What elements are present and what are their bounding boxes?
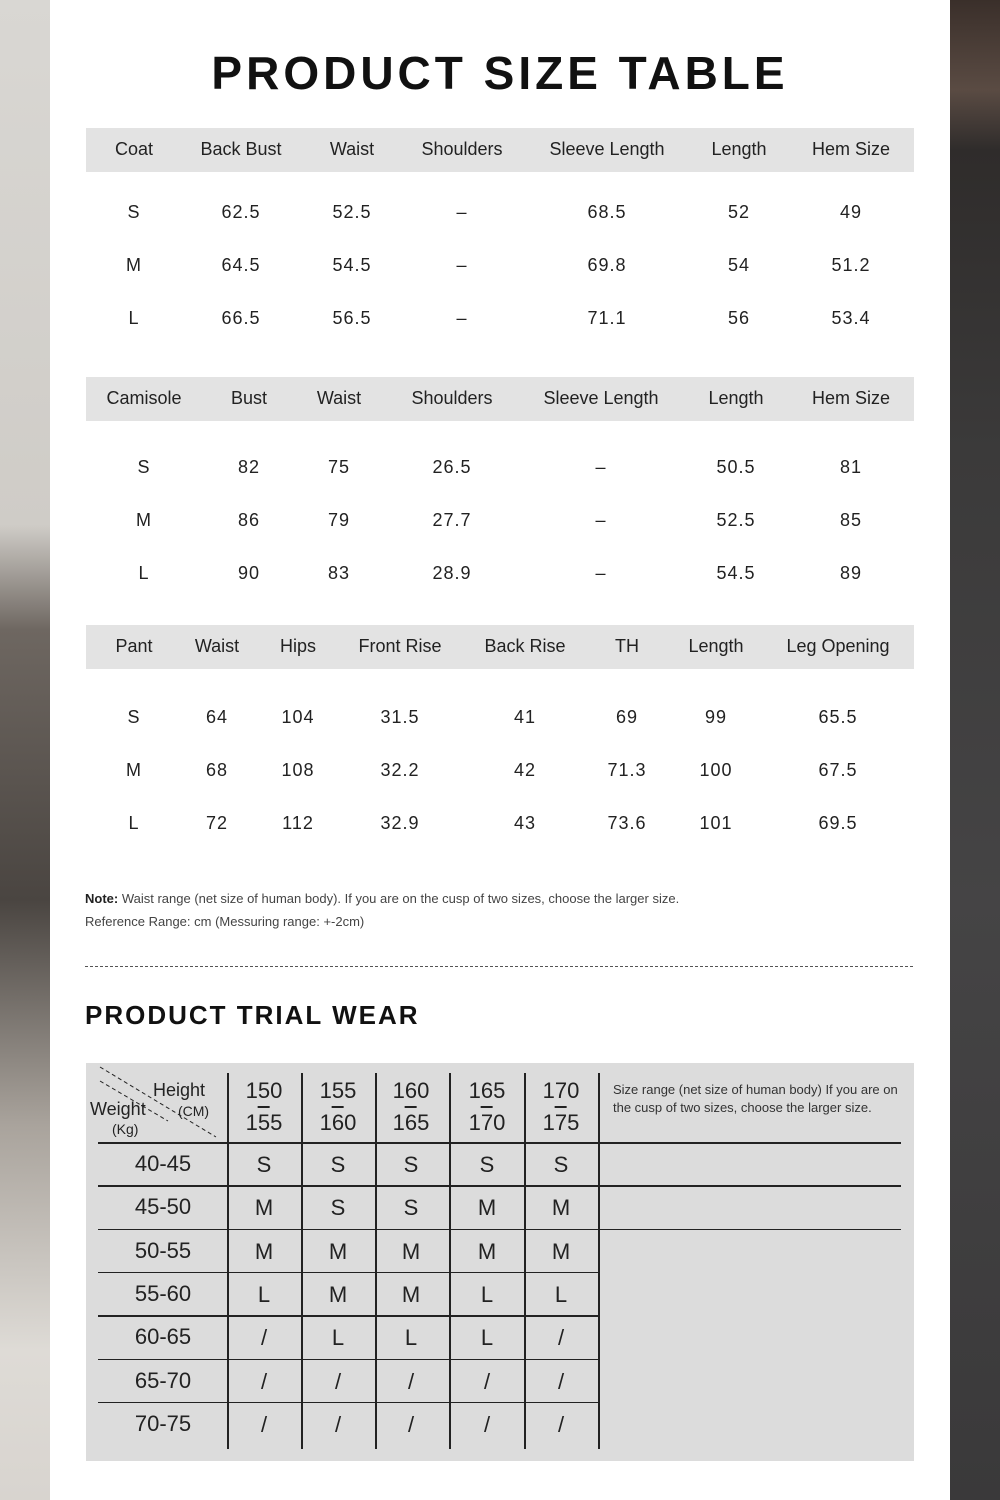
table-cell: 71.3 xyxy=(607,760,647,780)
table-cell: S xyxy=(127,707,141,727)
size-recommendation-cell: / xyxy=(483,1411,491,1437)
table-cell: L xyxy=(128,813,140,833)
table-row xyxy=(86,744,914,797)
table-cell: 41 xyxy=(513,707,537,727)
size-recommendation-cell: L xyxy=(257,1281,271,1307)
size-recommendation-cell: M xyxy=(551,1238,571,1264)
size-recommendation-cell: L xyxy=(480,1281,494,1307)
table-cell: 69.8 xyxy=(587,255,627,275)
table-cell: 65.5 xyxy=(818,707,858,727)
size-recommendation-cell: S xyxy=(553,1152,569,1177)
coat-header-cell: Waist xyxy=(329,139,375,159)
weight-range-label: 45-50 xyxy=(134,1194,192,1220)
pant-header-cell: Pant xyxy=(115,636,153,656)
height-range-start: 155 xyxy=(319,1078,357,1103)
size-recommendation-cell: M xyxy=(254,1195,274,1221)
table-cell: 27.7 xyxy=(432,510,472,530)
corner-weight-label: Weight xyxy=(90,1099,146,1119)
size-recommendation-cell: / xyxy=(557,1368,565,1394)
size-recommendation-cell: S xyxy=(256,1152,272,1177)
table-cell: 49 xyxy=(839,202,863,222)
background-photo-left xyxy=(0,0,50,1500)
size-recommendation-cell: S xyxy=(330,1195,346,1221)
table-cell: 72 xyxy=(205,813,229,833)
table-row xyxy=(86,441,914,494)
size-recommendation-cell: M xyxy=(551,1195,571,1221)
table-cell: 75 xyxy=(327,457,351,477)
table-cell: 64.5 xyxy=(221,255,261,275)
table-cell: 99 xyxy=(704,707,728,727)
camisole-header-cell: Length xyxy=(708,388,764,408)
size-recommendation-cell: L xyxy=(331,1325,345,1351)
pant-header-cell: TH xyxy=(615,636,639,656)
table-cell: – xyxy=(456,255,468,275)
height-column-header xyxy=(246,1079,283,1135)
size-recommendation-cell: L xyxy=(404,1325,418,1351)
table-cell: – xyxy=(456,202,468,222)
table-cell: 73.6 xyxy=(607,813,647,833)
height-range-start: 165 xyxy=(468,1078,506,1103)
weight-range-label: 65-70 xyxy=(134,1367,192,1393)
background-photo-right xyxy=(950,0,1000,1500)
coat-header-cell: Length xyxy=(711,139,767,159)
size-recommendation-cell: S xyxy=(403,1195,419,1221)
table-row xyxy=(86,186,914,239)
table-cell: – xyxy=(595,510,607,530)
table-cell: – xyxy=(456,308,468,328)
table-cell: M xyxy=(126,255,142,275)
table-cell: 54.5 xyxy=(332,255,372,275)
grid-hline xyxy=(98,1315,598,1317)
pant-size-table xyxy=(86,625,914,850)
size-recommendation-cell: M xyxy=(328,1238,348,1264)
table-cell: 52.5 xyxy=(716,510,756,530)
table-cell: 66.5 xyxy=(221,308,261,328)
size-recommendation-cell: M xyxy=(477,1238,497,1264)
coat-size-table xyxy=(86,128,914,345)
pant-header-cell: Front Rise xyxy=(358,636,442,656)
size-recommendation-cell: S xyxy=(403,1152,419,1177)
grid-hline xyxy=(98,1272,598,1274)
size-recommendation-cell: / xyxy=(260,1411,268,1437)
range-dash xyxy=(481,1106,493,1108)
height-column-header xyxy=(393,1079,430,1135)
pant-header-cell: Hips xyxy=(279,636,317,656)
table-cell: 54 xyxy=(727,255,751,275)
grid-vline xyxy=(449,1073,451,1449)
coat-header-cell: Shoulders xyxy=(421,139,503,159)
height-column-header xyxy=(543,1079,580,1135)
table-cell: 62.5 xyxy=(221,202,261,222)
weight-range-label: 70-75 xyxy=(134,1410,192,1436)
size-recommendation-cell: L xyxy=(554,1281,568,1307)
corner-height-unit: (CM) xyxy=(178,1103,210,1119)
grid-hline xyxy=(98,1402,598,1404)
camisole-header-cell: Waist xyxy=(316,388,362,408)
pant-header-cell: Back Rise xyxy=(484,636,566,656)
table-cell: 82 xyxy=(237,457,261,477)
coat-header-cell: Sleeve Length xyxy=(549,139,665,159)
camisole-header-cell: Shoulders xyxy=(411,388,493,408)
height-column-header xyxy=(469,1079,506,1135)
table-row xyxy=(86,547,914,600)
trial-note: Size range (net size of human body) If you are on the cusp of two sizes, choose the larger size. xyxy=(613,1082,898,1115)
height-range-end: 175 xyxy=(542,1109,580,1135)
pant-header-row xyxy=(86,625,914,669)
table-cell: 31.5 xyxy=(380,707,420,727)
size-recommendation-cell: M xyxy=(477,1195,497,1221)
grid-vline xyxy=(598,1073,600,1449)
size-recommendation-cell: / xyxy=(334,1411,342,1437)
note-line-1 xyxy=(85,891,679,906)
grid-vline xyxy=(524,1073,526,1449)
height-range-start: 160 xyxy=(392,1078,430,1103)
table-cell: 86 xyxy=(237,510,261,530)
table-row xyxy=(86,292,914,345)
height-range-start: 150 xyxy=(245,1078,283,1103)
weight-range-label: 50-55 xyxy=(134,1237,192,1263)
table-cell: 43 xyxy=(513,813,537,833)
size-recommendation-cell: / xyxy=(407,1411,415,1437)
range-dash xyxy=(258,1106,270,1108)
table-cell: 42 xyxy=(513,760,537,780)
note-label: Note: xyxy=(85,891,119,906)
range-dash xyxy=(332,1106,344,1108)
table-cell: – xyxy=(595,457,607,477)
table-cell: 71.1 xyxy=(587,308,627,328)
table-cell: S xyxy=(137,457,151,477)
table-cell: 64 xyxy=(205,707,229,727)
size-recommendation-cell: / xyxy=(334,1368,342,1394)
coat-header-row xyxy=(86,128,914,172)
weight-range-label: 40-45 xyxy=(134,1151,192,1176)
table-cell: 69 xyxy=(615,707,639,727)
table-cell: 32.9 xyxy=(380,813,420,833)
table-cell: 67.5 xyxy=(818,760,858,780)
pant-header-cell: Leg Opening xyxy=(786,636,890,656)
table-cell: 101 xyxy=(699,813,733,833)
table-row xyxy=(86,691,914,744)
range-dash xyxy=(555,1106,567,1108)
size-recommendation-cell: M xyxy=(254,1238,274,1264)
size-recommendation-cell: / xyxy=(483,1368,491,1394)
trial-wear-table xyxy=(86,1063,914,1461)
table-cell: 89 xyxy=(839,563,863,583)
coat-header-cell: Back Bust xyxy=(200,139,282,159)
camisole-header-cell: Bust xyxy=(230,388,268,408)
table-cell: 85 xyxy=(839,510,863,530)
trial-wear-title: PRODUCT TRIAL WEAR xyxy=(85,1000,420,1030)
camisole-header-cell: Hem Size xyxy=(811,388,891,408)
size-recommendation-cell: / xyxy=(557,1411,565,1437)
grid-hline xyxy=(98,1359,598,1361)
table-cell: 53.4 xyxy=(831,308,871,328)
table-cell: L xyxy=(138,563,150,583)
table-cell: L xyxy=(128,308,140,328)
table-cell: 108 xyxy=(281,760,315,780)
grid-hline xyxy=(98,1229,901,1231)
camisole-header-cell: Sleeve Length xyxy=(543,388,659,408)
table-cell: 79 xyxy=(327,510,351,530)
table-cell: 28.9 xyxy=(432,563,472,583)
pant-header-cell: Length xyxy=(688,636,744,656)
table-row xyxy=(86,797,914,850)
table-cell: 100 xyxy=(699,760,733,780)
page-title: PRODUCT SIZE TABLE xyxy=(211,47,789,99)
size-recommendation-cell: M xyxy=(328,1281,348,1307)
table-cell: M xyxy=(126,760,142,780)
size-recommendation-cell: / xyxy=(557,1325,565,1351)
table-cell: 50.5 xyxy=(716,457,756,477)
size-recommendation-cell: / xyxy=(260,1325,268,1351)
size-recommendation-cell: / xyxy=(407,1368,415,1394)
camisole-size-table xyxy=(86,377,914,600)
table-cell: 81 xyxy=(839,457,863,477)
table-cell: S xyxy=(127,202,141,222)
weight-range-label: 55-60 xyxy=(134,1280,192,1306)
table-cell: 51.2 xyxy=(831,255,871,275)
height-range-end: 160 xyxy=(319,1109,357,1135)
size-recommendation-cell: M xyxy=(401,1281,421,1307)
grid-vline xyxy=(375,1073,377,1449)
section-divider xyxy=(85,966,913,967)
table-cell: 112 xyxy=(282,813,314,833)
table-row xyxy=(86,494,914,547)
table-row xyxy=(86,239,914,292)
height-range-end: 165 xyxy=(392,1109,430,1135)
size-recommendation-cell: S xyxy=(330,1152,346,1177)
size-chart-card xyxy=(50,0,950,1500)
table-cell: 26.5 xyxy=(432,457,472,477)
grid-hline xyxy=(98,1142,901,1144)
table-cell: 104 xyxy=(281,707,315,727)
table-cell: 68 xyxy=(205,760,229,780)
camisole-header-row xyxy=(86,377,914,421)
table-cell: 52 xyxy=(727,202,751,222)
table-cell: M xyxy=(136,510,152,530)
size-recommendation-cell: M xyxy=(401,1238,421,1264)
corner-weight-unit: (Kg) xyxy=(112,1121,139,1137)
table-cell: – xyxy=(595,563,607,583)
height-column-header xyxy=(320,1079,357,1135)
grid-hline xyxy=(98,1185,901,1187)
table-cell: 52.5 xyxy=(332,202,372,222)
range-dash xyxy=(405,1106,417,1108)
size-recommendation-cell: S xyxy=(479,1152,495,1177)
camisole-header-cell: Camisole xyxy=(106,388,182,408)
coat-header-cell: Hem Size xyxy=(811,139,891,159)
table-cell: 69.5 xyxy=(818,813,858,833)
note-line-2: Reference Range: cm (Messuring range: +-2cm) xyxy=(85,914,365,929)
table-cell: 90 xyxy=(237,563,261,583)
table-cell: 56.5 xyxy=(332,308,372,328)
table-cell: 56 xyxy=(727,308,751,328)
height-range-start: 170 xyxy=(542,1078,580,1103)
table-cell: 32.2 xyxy=(380,760,420,780)
corner-height-label: Height xyxy=(153,1080,206,1100)
height-range-end: 155 xyxy=(245,1109,283,1135)
size-recommendation-cell: L xyxy=(480,1325,494,1351)
weight-range-label: 60-65 xyxy=(134,1324,192,1350)
height-range-end: 170 xyxy=(468,1109,506,1135)
size-recommendation-cell: / xyxy=(260,1368,268,1394)
table-cell: 54.5 xyxy=(716,563,756,583)
grid-vline xyxy=(301,1073,303,1449)
note-text: Waist range (net size of human body). If you are on the cusp of two sizes, choose the larger size. xyxy=(118,891,680,906)
pant-header-cell: Waist xyxy=(194,636,240,656)
table-cell: 68.5 xyxy=(587,202,627,222)
table-cell: 83 xyxy=(327,563,351,583)
coat-header-cell: Coat xyxy=(114,139,154,159)
